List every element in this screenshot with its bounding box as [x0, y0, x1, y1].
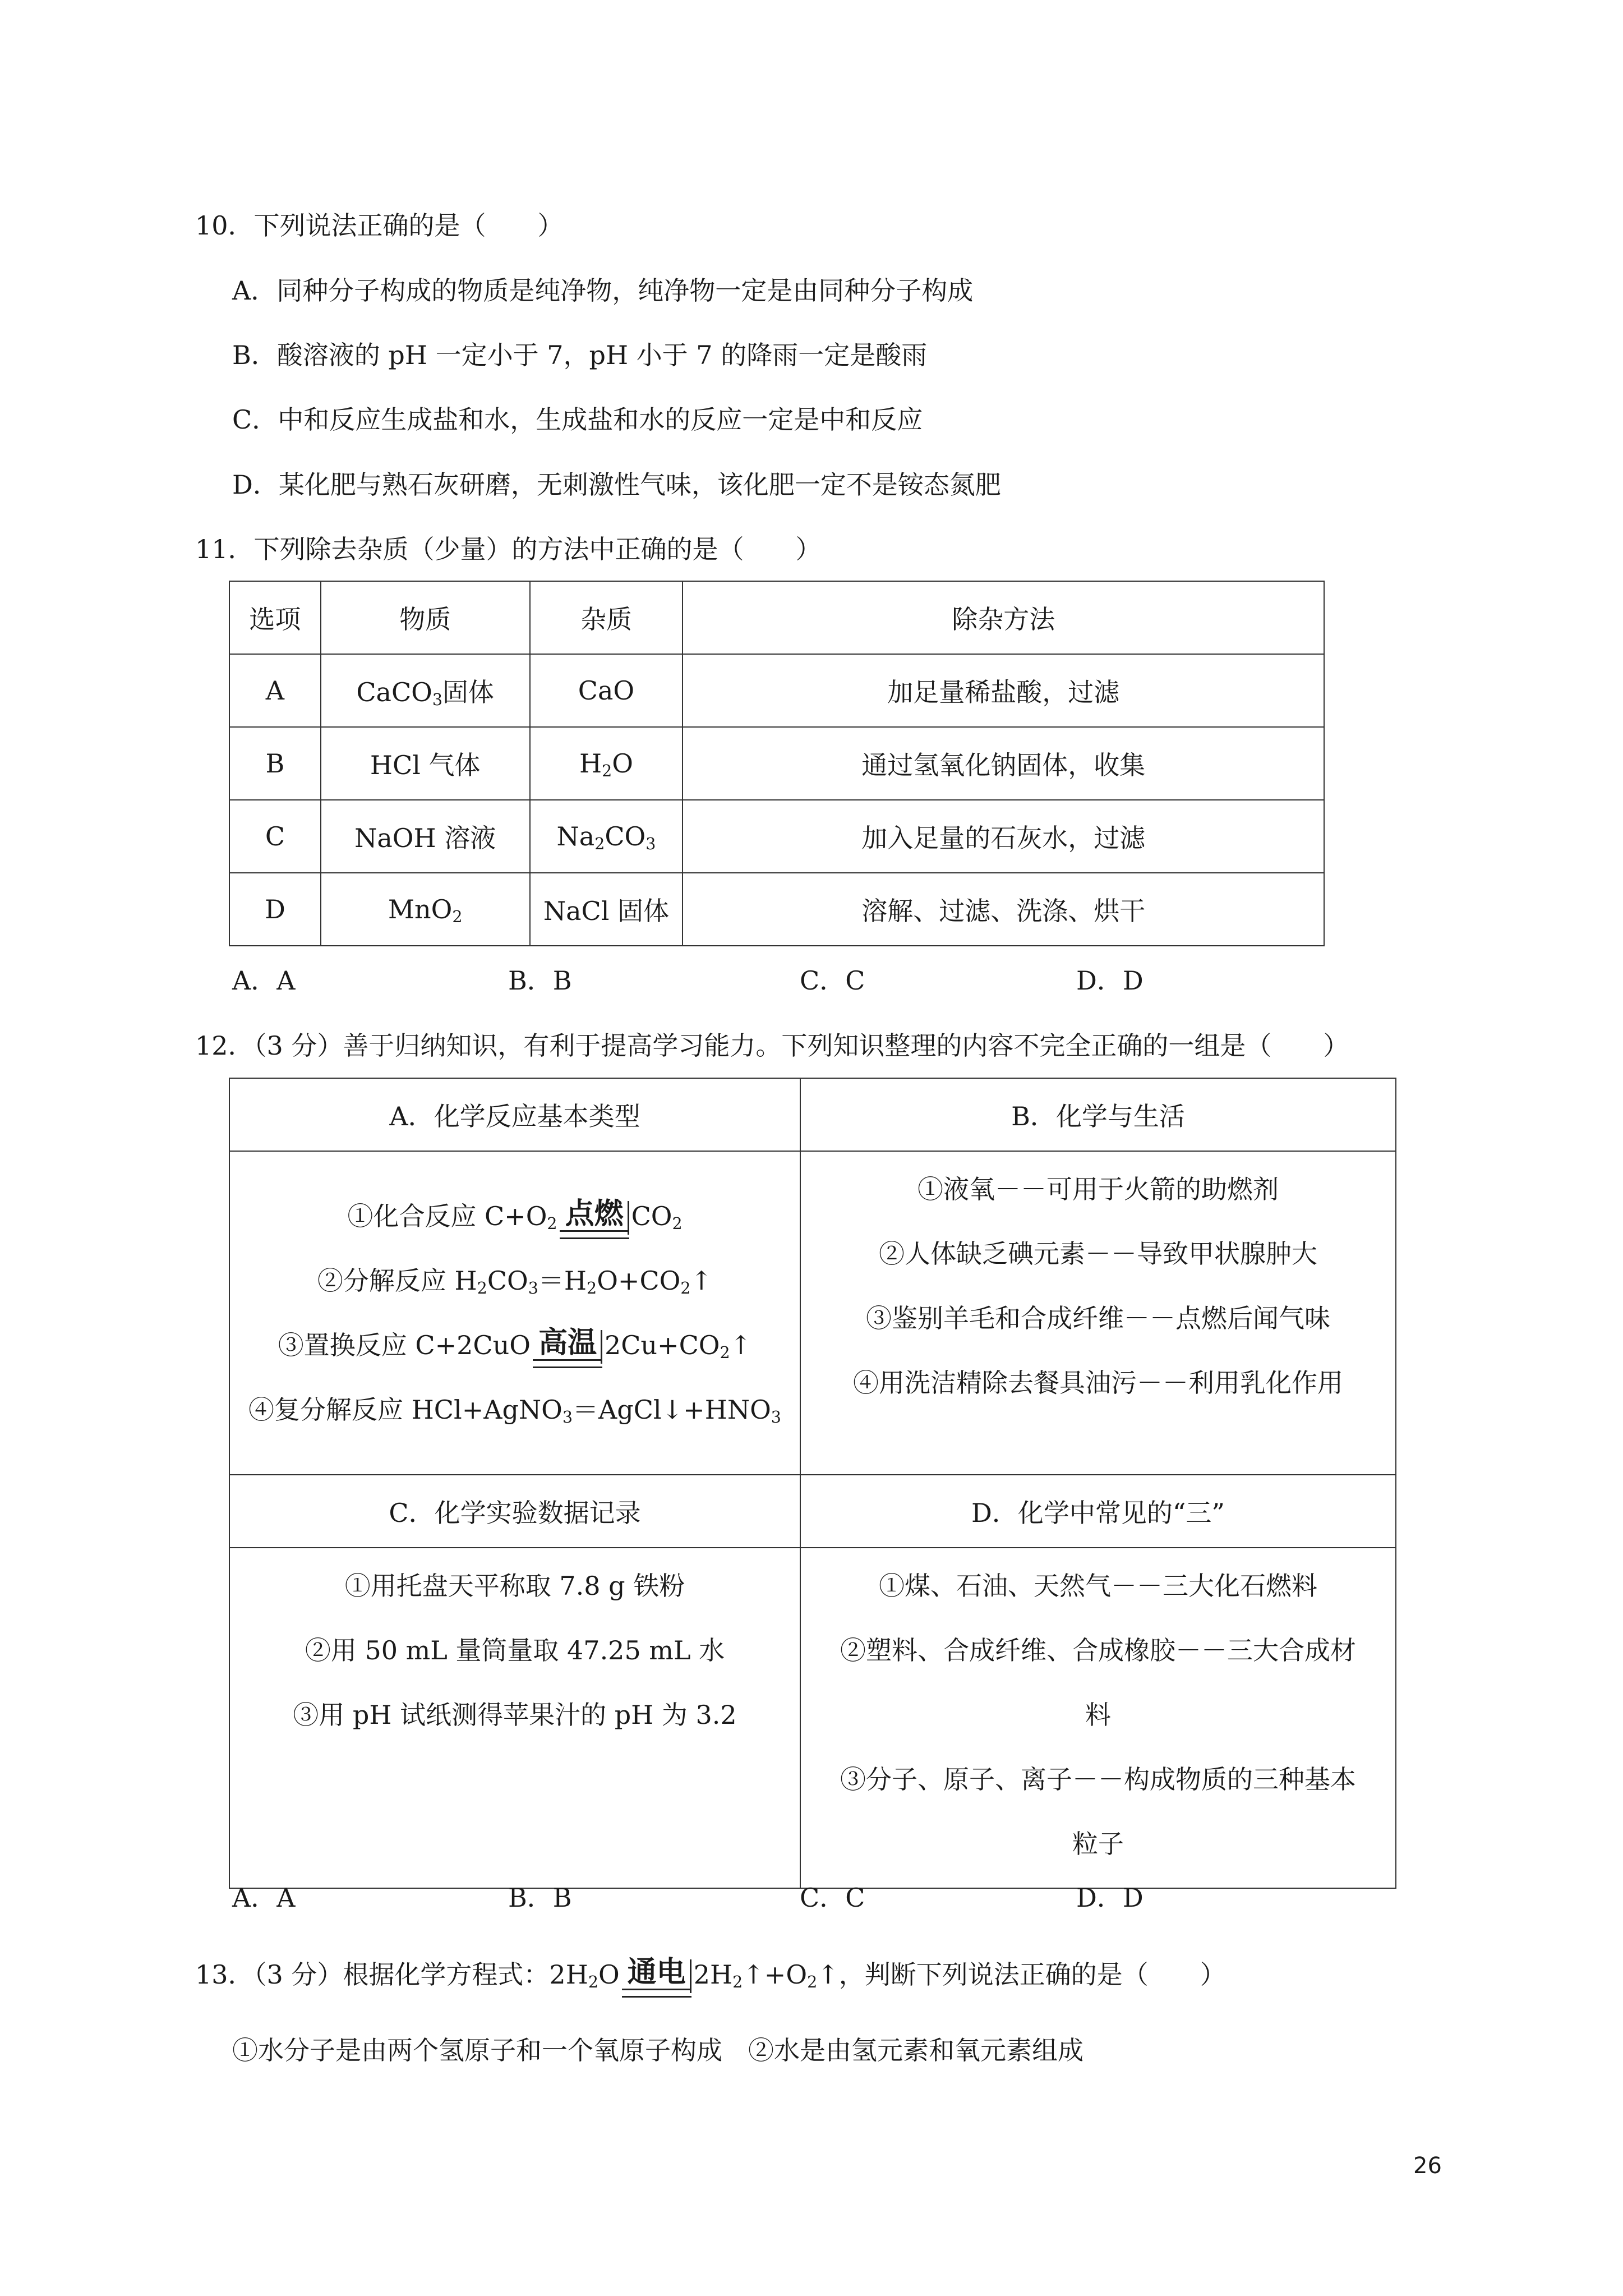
header-method: 除杂方法 — [683, 581, 1324, 654]
q12-c-item-3: ③用 pH 试纸测得苹果汁的 pH 为 3.2 — [293, 1700, 737, 1730]
row-method: 加入足量的石灰水，过滤 — [683, 800, 1324, 873]
q12-answer-d: D．D — [1076, 1883, 1144, 1913]
q12-b-content — [800, 1151, 1396, 1475]
q10-option-a: A．同种分子构成的物质是纯净物，纯净物一定是由同种分子构成 — [232, 275, 974, 306]
q11-answer-d: D．D — [1076, 965, 1144, 996]
q12-d-title: D．化学中常见的“三” — [800, 1475, 1396, 1548]
q12-a-item-4: ④复分解反应 HCl+AgNO$_3$＝AgCl ↓ $+HNO_3$ — [236, 1378, 794, 1442]
page-number: 26 — [1413, 2153, 1442, 2179]
gas-arrow-icon — [743, 1959, 764, 1990]
q10-option-c: C．中和反应生成盐和水，生成盐和水的反应一定是中和反应 — [232, 404, 923, 435]
q13-stem: 13．（3 分）根据化学方程式：$2H_2O$ 通电 $2H_2$ ↑ $+O_2$ ↑ ，判断下列说法正确的是（ ） — [195, 1952, 1226, 1998]
q12-stem: 12．（3 分）善于归纳知识，有利于提高学习能力。下列知识整理的内容不完全正确的一组是（ ） — [195, 1030, 1349, 1061]
row-impurity: $Na_2CO_3$ — [530, 800, 683, 873]
q11-table — [229, 581, 1325, 946]
q12-b-item-2: ②人体缺乏碘元素－－导致甲状腺肿大 — [879, 1239, 1317, 1269]
header-substance: 物质 — [321, 581, 530, 654]
table-header-row — [229, 581, 1324, 654]
row-option: C — [229, 800, 321, 873]
q12-c-item-1: ①用托盘天平称取 7.8 g 铁粉 — [344, 1571, 685, 1601]
q12-table — [229, 1078, 1396, 1889]
q11-answer-options — [0, 964, 1623, 997]
row-substance: HCl 气体 — [321, 727, 530, 800]
q12-a-item-1: ①化合反应 $C+O_2$ 点燃 $CO_2$ — [236, 1184, 794, 1249]
table-row — [229, 873, 1324, 946]
row-substance: MnO$_2$ — [321, 873, 530, 946]
reaction-condition-electricity: 通电 — [622, 1956, 691, 1998]
q12-c-title: C．化学实验数据记录 — [229, 1475, 800, 1548]
header-option: 选项 — [229, 581, 321, 654]
q12-d-item-2-cont: 料 — [1085, 1700, 1111, 1730]
row-option: B — [229, 727, 321, 800]
q12-answer-c: C．C — [800, 1883, 865, 1913]
gas-arrow-icon — [817, 1959, 839, 1990]
row-option: D — [229, 873, 321, 946]
gas-arrow-icon — [730, 1330, 752, 1360]
q11-answer-a: A．A — [232, 965, 296, 996]
row-substance: NaOH 溶液 — [321, 800, 530, 873]
q10-option-b: B．酸溶液的 pH 一定小于 7，pH 小于 7 的降雨一定是酸雨 — [232, 340, 928, 370]
q12-d-item-2: ②塑料、合成纤维、合成橡胶－－三大合成材 — [840, 1635, 1356, 1665]
q12-answer-b: B．B — [508, 1883, 572, 1913]
table-row — [229, 727, 1324, 800]
q12-a-content — [229, 1151, 800, 1475]
q12-answer-options — [0, 1881, 1623, 1915]
header-impurity: 杂质 — [530, 581, 683, 654]
row-option: A — [229, 654, 321, 727]
q12-b-item-4: ④用洗洁精除去餐具油污－－利用乳化作用 — [853, 1368, 1343, 1398]
table-row — [229, 800, 1324, 873]
q12-c-item-2: ②用 50 mL 量筒量取 47.25 mL 水 — [305, 1635, 725, 1665]
q12-d-item-1: ①煤、石油、天然气－－三大化石燃料 — [879, 1571, 1317, 1601]
q12-b-title: B．化学与生活 — [800, 1078, 1396, 1151]
row-substance: CaCO$_3$固体 — [321, 654, 530, 727]
q10-stem: 10．下列说法正确的是（ ） — [195, 210, 564, 241]
reaction-condition-ignite: 点燃 — [560, 1198, 629, 1239]
q12-b-item-3: ③鉴别羊毛和合成纤维－－点燃后闻气味 — [866, 1303, 1330, 1333]
q12-b-item-1: ①液氧－－可用于火箭的助燃剂 — [917, 1174, 1279, 1204]
row-impurity: NaCl 固体 — [530, 873, 683, 946]
q12-d-item-3-cont: 粒子 — [1072, 1829, 1124, 1859]
q11-answer-c: C．C — [800, 965, 865, 996]
q12-d-item-3: ③分子、原子、离子－－构成物质的三种基本 — [840, 1764, 1356, 1795]
reaction-condition-high-temp: 高温 — [533, 1327, 602, 1368]
q12-d-content — [800, 1548, 1396, 1888]
table-row — [229, 654, 1324, 727]
row-method: 加足量稀盐酸，过滤 — [683, 654, 1324, 727]
q12-a-title: A．化学反应基本类型 — [229, 1078, 800, 1151]
q11-answer-b: B．B — [508, 965, 572, 996]
row-method: 通过氢氧化钠固体，收集 — [683, 727, 1324, 800]
q11-stem: 11．下列除去杂质（少量）的方法中正确的是（ ） — [195, 534, 822, 564]
precipitate-arrow-icon — [662, 1395, 684, 1425]
row-impurity: CaO — [530, 654, 683, 727]
q10-option-d: D．某化肥与熟石灰研磨，无刺激性气味，该化肥一定不是铵态氮肥 — [232, 470, 1001, 500]
q13-statement-line: ①水分子是由两个氢原子和一个氧原子构成 ②水是由氢元素和氧元素组成 — [232, 2035, 1083, 2065]
gas-arrow-icon — [691, 1266, 713, 1296]
q12-a-item-2: ②分解反应 $H_2CO_3=H_2O+CO_2$ ↑ — [236, 1249, 794, 1313]
q12-a-item-3: ③置换反应 C+2CuO 高温 $2Cu+CO_2$ ↑ — [236, 1313, 794, 1378]
row-method: 溶解、过滤、洗涤、烘干 — [683, 873, 1324, 946]
row-impurity: $H_2O$ — [530, 727, 683, 800]
q12-c-content — [229, 1548, 800, 1888]
q12-answer-a: A．A — [232, 1883, 296, 1913]
